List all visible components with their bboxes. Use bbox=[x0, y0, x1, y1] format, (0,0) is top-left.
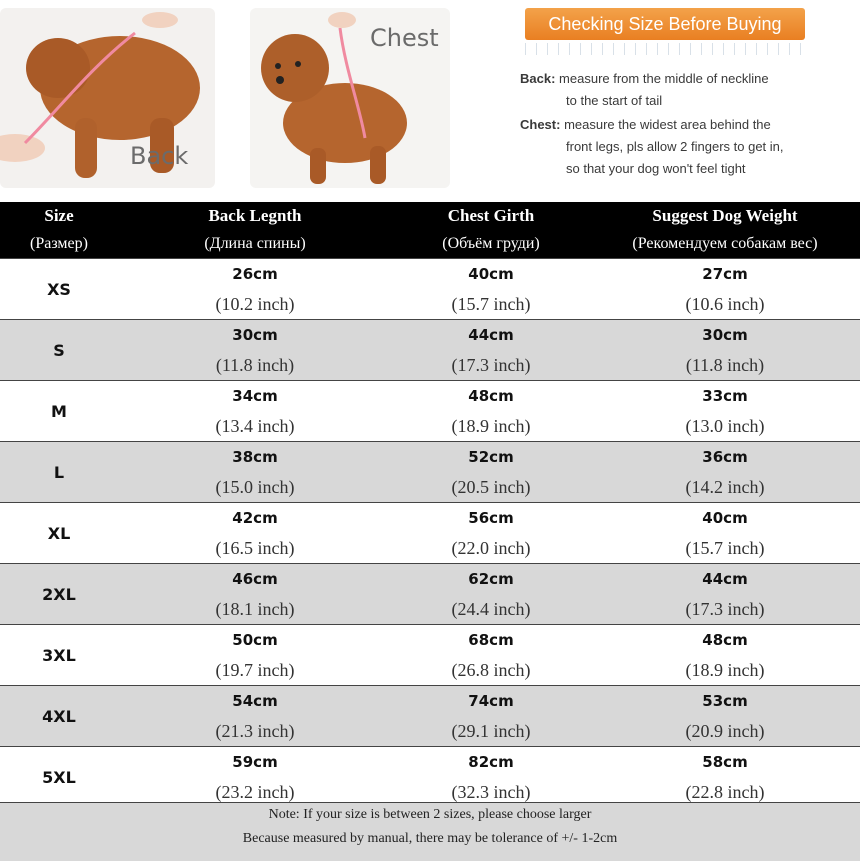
back-length-cell bbox=[118, 442, 392, 503]
chest-inch: (18.9 inch) bbox=[451, 416, 531, 436]
dog-weight-cell bbox=[590, 564, 860, 625]
chest-cm: 52cm bbox=[468, 448, 514, 466]
back-length-cell bbox=[118, 259, 392, 320]
dog-weight-cell bbox=[590, 503, 860, 564]
size-cell: XL bbox=[0, 503, 118, 564]
back-inch: (21.3 inch) bbox=[215, 721, 295, 741]
chest-inch: (15.7 inch) bbox=[451, 294, 531, 314]
header-size-label: Size bbox=[44, 206, 74, 225]
size-cell: 2XL bbox=[0, 564, 118, 625]
chest-cm: 48cm bbox=[468, 387, 514, 405]
table-header-row bbox=[0, 202, 860, 259]
table-row bbox=[0, 686, 860, 747]
chest-instruction-line1: measure the widest area behind the bbox=[564, 117, 771, 132]
back-length-cell bbox=[118, 320, 392, 381]
back-label: Back bbox=[130, 142, 189, 170]
chest-cm: 82cm bbox=[468, 753, 514, 771]
weight-inch: (13.0 inch) bbox=[685, 416, 765, 436]
size-cell: 5XL bbox=[0, 747, 118, 808]
weight-inch: (20.9 inch) bbox=[685, 721, 765, 741]
chest-instruction bbox=[520, 114, 850, 180]
chest-instruction-line2: front legs, pls allow 2 fingers to get in, bbox=[566, 139, 784, 154]
weight-inch: (15.7 inch) bbox=[685, 538, 765, 558]
chest-girth-cell bbox=[392, 686, 590, 747]
measurement-guide bbox=[0, 0, 860, 202]
size-cell: L bbox=[0, 442, 118, 503]
chest-cm: 68cm bbox=[468, 631, 514, 649]
chest-label: Chest bbox=[370, 24, 439, 52]
size-chart-table bbox=[0, 202, 860, 807]
table-row bbox=[0, 747, 860, 808]
size-cell: M bbox=[0, 381, 118, 442]
weight-cm: 44cm bbox=[702, 570, 748, 588]
back-instruction-line2: to the start of tail bbox=[566, 93, 663, 108]
table-row bbox=[0, 503, 860, 564]
header-back-sub: (Длина спины) bbox=[204, 235, 306, 252]
chest-girth-cell bbox=[392, 442, 590, 503]
back-cm: 54cm bbox=[232, 692, 278, 710]
chest-inch: (26.8 inch) bbox=[451, 660, 531, 680]
ruler-decoration bbox=[525, 43, 805, 55]
back-inch: (11.8 inch) bbox=[215, 355, 295, 375]
back-instruction-title: Back: bbox=[520, 71, 556, 86]
chest-girth-cell bbox=[392, 320, 590, 381]
header-weight-label: Suggest Dog Weight bbox=[652, 206, 798, 225]
back-inch: (18.1 inch) bbox=[215, 599, 295, 619]
dog-weight-cell bbox=[590, 442, 860, 503]
weight-inch: (22.8 inch) bbox=[685, 782, 765, 802]
dog-weight-cell bbox=[590, 625, 860, 686]
chest-girth-cell bbox=[392, 259, 590, 320]
header-chest-girth bbox=[392, 202, 590, 259]
dog-weight-cell bbox=[590, 747, 860, 808]
weight-inch: (14.2 inch) bbox=[685, 477, 765, 497]
back-length-cell bbox=[118, 503, 392, 564]
back-inch: (19.7 inch) bbox=[215, 660, 295, 680]
chest-cm: 56cm bbox=[468, 509, 514, 527]
size-notes bbox=[0, 802, 860, 861]
chest-inch: (32.3 inch) bbox=[451, 782, 531, 802]
header-chest-sub: (Объём груди) bbox=[442, 235, 540, 252]
header-weight-sub: (Рекомендуем собакам вес) bbox=[632, 235, 818, 252]
chest-inch: (17.3 inch) bbox=[451, 355, 531, 375]
header-size-sub: (Размер) bbox=[30, 235, 88, 252]
chest-cm: 74cm bbox=[468, 692, 514, 710]
header-size bbox=[0, 202, 118, 259]
chest-instruction-title: Chest: bbox=[520, 117, 561, 132]
size-cell: 3XL bbox=[0, 625, 118, 686]
back-inch: (13.4 inch) bbox=[215, 416, 295, 436]
header-back-label: Back Legnth bbox=[208, 206, 302, 225]
dog-weight-cell bbox=[590, 320, 860, 381]
chest-girth-cell bbox=[392, 381, 590, 442]
back-cm: 26cm bbox=[232, 265, 278, 283]
header-chest-label: Chest Girth bbox=[447, 206, 535, 225]
back-cm: 30cm bbox=[232, 326, 278, 344]
weight-cm: 27cm bbox=[702, 265, 748, 283]
chest-cm: 40cm bbox=[468, 265, 514, 283]
chest-instruction-line3: so that your dog won't feel tight bbox=[566, 161, 746, 176]
size-cell: S bbox=[0, 320, 118, 381]
header-dog-weight bbox=[590, 202, 860, 259]
weight-cm: 33cm bbox=[702, 387, 748, 405]
table-row bbox=[0, 625, 860, 686]
weight-inch: (18.9 inch) bbox=[685, 660, 765, 680]
size-cell: XS bbox=[0, 259, 118, 320]
chest-girth-cell bbox=[392, 503, 590, 564]
weight-inch: (10.6 inch) bbox=[685, 294, 765, 314]
chest-girth-cell bbox=[392, 747, 590, 808]
chest-cm: 62cm bbox=[468, 570, 514, 588]
back-inch: (10.2 inch) bbox=[215, 294, 295, 314]
note-tolerance: Because measured by manual, there may be tolerance of +/- 1-2cm bbox=[242, 831, 618, 846]
chest-inch: (29.1 inch) bbox=[451, 721, 531, 741]
back-instruction-line1: measure from the middle of neckline bbox=[559, 71, 769, 86]
table-row bbox=[0, 320, 860, 381]
back-cm: 38cm bbox=[232, 448, 278, 466]
back-cm: 34cm bbox=[232, 387, 278, 405]
back-length-cell bbox=[118, 381, 392, 442]
chest-girth-cell bbox=[392, 625, 590, 686]
back-cm: 59cm bbox=[232, 753, 278, 771]
back-length-cell bbox=[118, 747, 392, 808]
table-row bbox=[0, 259, 860, 320]
dog-chest-photo bbox=[250, 8, 450, 188]
weight-cm: 58cm bbox=[702, 753, 748, 771]
dog-weight-cell bbox=[590, 381, 860, 442]
back-length-cell bbox=[118, 564, 392, 625]
chest-girth-cell bbox=[392, 564, 590, 625]
weight-cm: 36cm bbox=[702, 448, 748, 466]
chest-inch: (24.4 inch) bbox=[451, 599, 531, 619]
weight-cm: 53cm bbox=[702, 692, 748, 710]
dog-weight-cell bbox=[590, 686, 860, 747]
chest-inch: (22.0 inch) bbox=[451, 538, 531, 558]
back-cm: 46cm bbox=[232, 570, 278, 588]
back-length-cell bbox=[118, 625, 392, 686]
dog-weight-cell bbox=[590, 259, 860, 320]
size-check-banner: Checking Size Before Buying bbox=[525, 8, 805, 40]
table-row bbox=[0, 381, 860, 442]
back-inch: (15.0 inch) bbox=[215, 477, 295, 497]
dog-back-photo bbox=[0, 8, 215, 188]
weight-cm: 30cm bbox=[702, 326, 748, 344]
size-cell: 4XL bbox=[0, 686, 118, 747]
back-cm: 42cm bbox=[232, 509, 278, 527]
back-inch: (23.2 inch) bbox=[215, 782, 295, 802]
table-row bbox=[0, 564, 860, 625]
back-cm: 50cm bbox=[232, 631, 278, 649]
weight-cm: 40cm bbox=[702, 509, 748, 527]
note-choose-larger: Note: If your size is between 2 sizes, please choose larger bbox=[268, 807, 592, 822]
weight-cm: 48cm bbox=[702, 631, 748, 649]
weight-inch: (11.8 inch) bbox=[685, 355, 765, 375]
weight-inch: (17.3 inch) bbox=[685, 599, 765, 619]
chest-cm: 44cm bbox=[468, 326, 514, 344]
back-instruction bbox=[520, 68, 850, 112]
chest-inch: (20.5 inch) bbox=[451, 477, 531, 497]
table-row bbox=[0, 442, 860, 503]
back-length-cell bbox=[118, 686, 392, 747]
back-inch: (16.5 inch) bbox=[215, 538, 295, 558]
header-back-length bbox=[118, 202, 392, 259]
